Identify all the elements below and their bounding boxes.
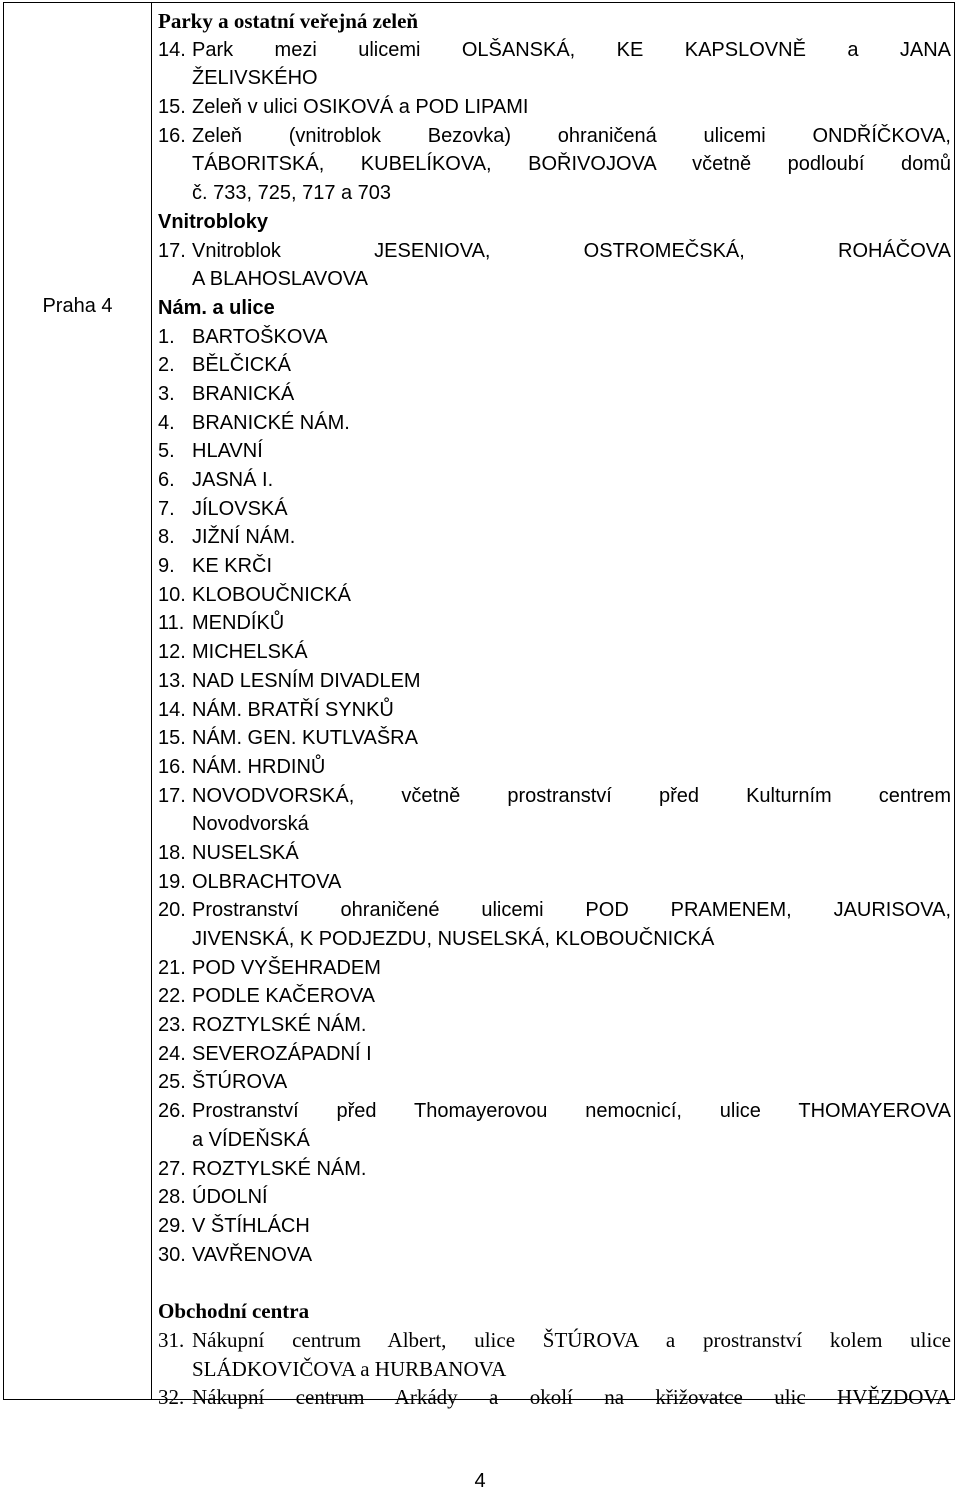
item-number: 28. [158, 1186, 186, 1209]
section-heading-inner-blocks: Vnitrobloky [158, 210, 269, 233]
item-text: SEVEROZÁPADNÍ I [192, 1042, 372, 1065]
item-number: 27. [158, 1157, 186, 1180]
item-text: V ŠTÍHLÁCH [192, 1214, 310, 1237]
item-number: 14. [158, 698, 186, 721]
item-text: Zeleň (vnitroblok Bezovka) ohraničená ulicemi ONDŘÍČKOVA, [192, 124, 951, 147]
item-number: 14. [158, 38, 186, 61]
item-number: 29. [158, 1214, 186, 1237]
list-item [158, 839, 951, 868]
list-item [158, 667, 951, 696]
item-text: ROZTYLSKÉ NÁM. [192, 1157, 367, 1180]
list-item [158, 782, 951, 839]
section-heading-squares: Nám. a ulice [158, 296, 275, 319]
item-number: 21. [158, 956, 186, 979]
item-number: 2. [158, 354, 175, 377]
item-number: 5. [158, 440, 175, 463]
item-number: 11. [158, 612, 185, 635]
item-text: KE KRČI [192, 555, 273, 578]
list-item [158, 409, 951, 438]
item-text: Prostranství před Thomayerovou nemocnicí, ulice THOMAYEROVA [192, 1100, 951, 1123]
list-item [158, 638, 951, 667]
item-number: 15. [158, 727, 186, 750]
item-number: 20. [158, 899, 186, 922]
list-item [158, 437, 951, 466]
item-text: POD VYŠEHRADEM [192, 956, 381, 979]
item-number: 12. [158, 641, 186, 664]
item-number: 13. [158, 669, 186, 692]
item-text: BRANICKÁ [192, 382, 295, 405]
item-number: 7. [158, 497, 175, 520]
list-item [158, 609, 951, 638]
item-number: 25. [158, 1071, 186, 1094]
item-number: 23. [158, 1014, 186, 1037]
item-number: 17. [158, 784, 186, 807]
item-number: 32. [158, 1385, 185, 1410]
item-text: BRANICKÉ NÁM. [192, 411, 350, 434]
item-number: 24. [158, 1042, 186, 1065]
item-text: JASNÁ I. [192, 469, 274, 491]
page-number: 4 [474, 1470, 486, 1492]
list-item [158, 36, 951, 93]
list-item [158, 1212, 951, 1241]
item-text: MENDÍKŮ [192, 612, 285, 635]
list-item [158, 237, 951, 294]
list-item [158, 523, 951, 552]
list-item [158, 93, 951, 122]
item-text: NÁM. GEN. KUTLVAŠRA [192, 727, 418, 750]
item-text: Vnitroblok JESENIOVA, OSTROMEČSKÁ, ROHÁČOVA [192, 239, 951, 262]
list-item [158, 1183, 951, 1212]
list-item [158, 696, 951, 725]
list-item [158, 380, 951, 409]
content-column [158, 7, 951, 1412]
list-item [158, 982, 951, 1011]
list-item [158, 1040, 951, 1069]
list-item [158, 552, 951, 581]
list-item [158, 466, 951, 495]
list-item [158, 581, 951, 610]
item-number: 30. [158, 1243, 186, 1266]
item-text: NOVODVORSKÁ, včetně prostranství před Kulturním centrem [192, 784, 951, 807]
list-item [158, 1011, 951, 1040]
list-item [158, 1326, 951, 1383]
item-number: 16. [158, 124, 186, 147]
item-number: 31. [158, 1327, 185, 1352]
list-item [158, 868, 951, 897]
item-text: Prostranství ohraničené ulicemi POD PRAMENEM, JAURISOVA, [192, 899, 951, 922]
item-text: BĚLČICKÁ [192, 354, 291, 377]
item-text: A BLAHOSLAVOVA [192, 268, 369, 291]
item-number: 8. [158, 526, 175, 549]
item-number: 1. [158, 325, 175, 348]
document-table [3, 2, 955, 1410]
list-item [158, 954, 951, 983]
list-item [158, 1097, 951, 1154]
list-item [158, 122, 951, 208]
list-item [158, 1068, 951, 1097]
item-text: NAD LESNÍM DIVADLEM [192, 669, 421, 692]
item-number: 19. [158, 870, 186, 893]
item-text: NÁM. HRDINŮ [192, 755, 326, 778]
item-text: ROZTYLSKÉ NÁM. [192, 1014, 367, 1037]
column-divider [151, 3, 152, 1399]
district-label: Praha 4 [42, 295, 113, 317]
item-number: 4. [158, 411, 175, 434]
item-number: 6. [158, 469, 175, 491]
list-item [158, 724, 951, 753]
list-item [158, 1155, 951, 1184]
item-text: Nákupní centrum Albert, ulice ŠTÚROVA a prostranství kolem ulice [192, 1327, 951, 1352]
item-number: 26. [158, 1100, 186, 1123]
item-text: JIVENSKÁ, K PODJEZDU, NUSELSKÁ, KLOBOUČNICKÁ [192, 928, 715, 950]
item-text: Novodvorská [192, 813, 309, 836]
list-item [158, 495, 951, 524]
item-number: 10. [158, 583, 186, 606]
item-text: NUSELSKÁ [192, 841, 299, 864]
item-text: VAVŘENOVA [192, 1243, 313, 1266]
list-item [158, 1241, 951, 1270]
item-number: 22. [158, 985, 186, 1008]
item-text: ŠTÚROVA [192, 1071, 288, 1094]
list-item [158, 323, 951, 352]
item-text: ŽELIVSKÉHO [192, 67, 318, 90]
item-number: 16. [158, 755, 186, 778]
item-text: a VÍDEŇSKÁ [192, 1128, 310, 1151]
item-text: KLOBOUČNICKÁ [192, 583, 351, 606]
item-text: MICHELSKÁ [192, 641, 308, 664]
item-text: Nákupní centrum Arkády a okolí na křižovatce ulic HVĚZDOVA [192, 1385, 951, 1410]
list-item [158, 1383, 951, 1412]
item-number: 18. [158, 841, 186, 864]
item-text: JÍLOVSKÁ [192, 497, 288, 520]
item-number: 3. [158, 382, 175, 405]
item-text: ÚDOLNÍ [192, 1186, 268, 1209]
item-number: 9. [158, 555, 175, 578]
item-text: HLAVNÍ [192, 440, 263, 463]
item-text: Zeleň v ulici OSIKOVÁ a POD LIPAMI [192, 96, 529, 119]
item-text: TÁBORITSKÁ, KUBELÍKOVA, BOŘIVOJOVA včetně podloubí domů [192, 153, 951, 176]
item-text: č. 733, 725, 717 a 703 [192, 182, 392, 205]
squares-list [158, 323, 951, 1270]
item-text: SLÁDKOVIČOVA a HURBANOVA [192, 1356, 507, 1381]
item-text: BARTOŠKOVA [192, 325, 328, 348]
list-item [158, 753, 951, 782]
item-number: 15. [158, 96, 186, 119]
item-text: PODLE KAČEROVA [192, 985, 376, 1008]
item-text: JIŽNÍ NÁM. [192, 526, 296, 549]
item-number: 17. [158, 239, 186, 262]
list-item [158, 896, 951, 953]
section-heading-parks: Parky a ostatní veřejná zeleň [158, 9, 419, 33]
item-text: OLBRACHTOVA [192, 870, 342, 893]
item-text: NÁM. BRATŘÍ SYNKŮ [192, 698, 394, 721]
list-item [158, 351, 951, 380]
item-text: Park mezi ulicemi OLŠANSKÁ, KE KAPSLOVNĚ a JANA [192, 38, 951, 61]
section-heading-shopping: Obchodní centra [158, 1299, 310, 1324]
